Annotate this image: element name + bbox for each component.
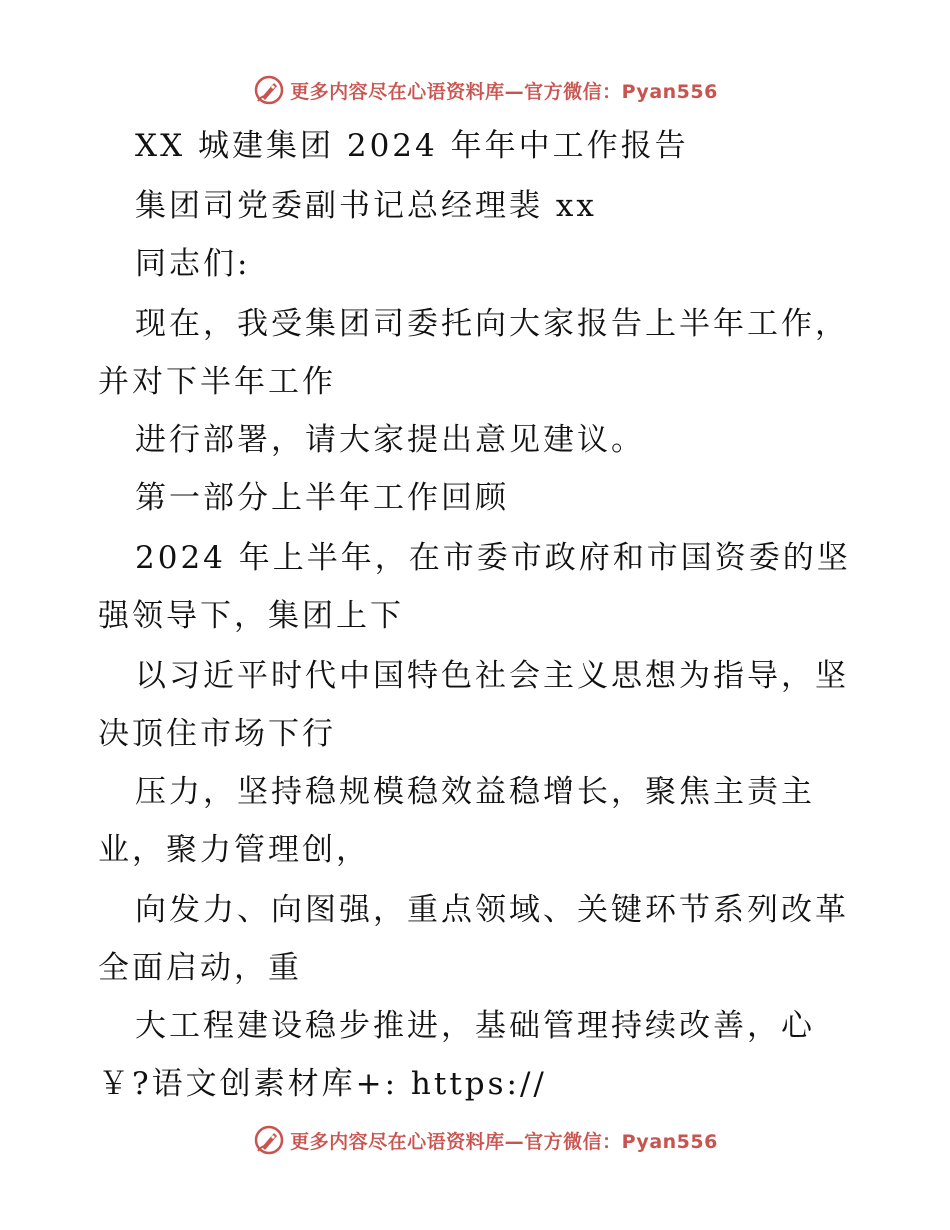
pen-nib-logo-icon (252, 73, 286, 107)
watermark-text: 更多内容尽在心语资料库—官方微信：Pyan556 (290, 1130, 718, 1153)
salutation: 同志们: (135, 246, 251, 282)
pen-nib-logo-icon (252, 1123, 286, 1157)
document-title: XX 城建集团 2024 年年中工作报告 (135, 128, 689, 164)
paragraph-line: 压力，坚持稳规模稳效益稳增长，聚焦主责主 (135, 774, 815, 810)
paragraph-line: 向发力、向图强，重点领域、关键环节系列改革 (135, 892, 849, 928)
header-watermark (0, 70, 950, 110)
paragraph-line: 2024 年上半年，在市委市政府和市国资委的坚 (135, 540, 851, 576)
paragraph-line: 以习近平时代中国特色社会主义思想为指导，坚 (135, 658, 849, 694)
document-author: 集团司党委副书记总经理裴 xx (135, 188, 597, 224)
paragraph-line: 业，聚力管理创， (98, 832, 370, 868)
paragraph-line: 强领导下，集团上下 (98, 598, 404, 634)
paragraph-line: 大工程建设稳步推进，基础管理持续改善，心 (135, 1008, 815, 1044)
paragraph-line: 进行部署，请大家提出意见建议。 (135, 422, 645, 458)
watermark-text: 更多内容尽在心语资料库—官方微信：Pyan556 (290, 80, 718, 103)
footer-watermark (0, 1120, 950, 1160)
paragraph-line: 并对下半年工作 (98, 364, 336, 400)
paragraph-line: 现在，我受集团司委托向大家报告上半年工作， (135, 306, 849, 342)
paragraph-line: 决顶住市场下行 (98, 716, 336, 752)
paragraph-line: ￥?语文创素材库+: https:// (98, 1066, 547, 1102)
section-heading: 第一部分上半年工作回顾 (135, 480, 509, 516)
paragraph-line: 全面启动，重 (98, 950, 302, 986)
